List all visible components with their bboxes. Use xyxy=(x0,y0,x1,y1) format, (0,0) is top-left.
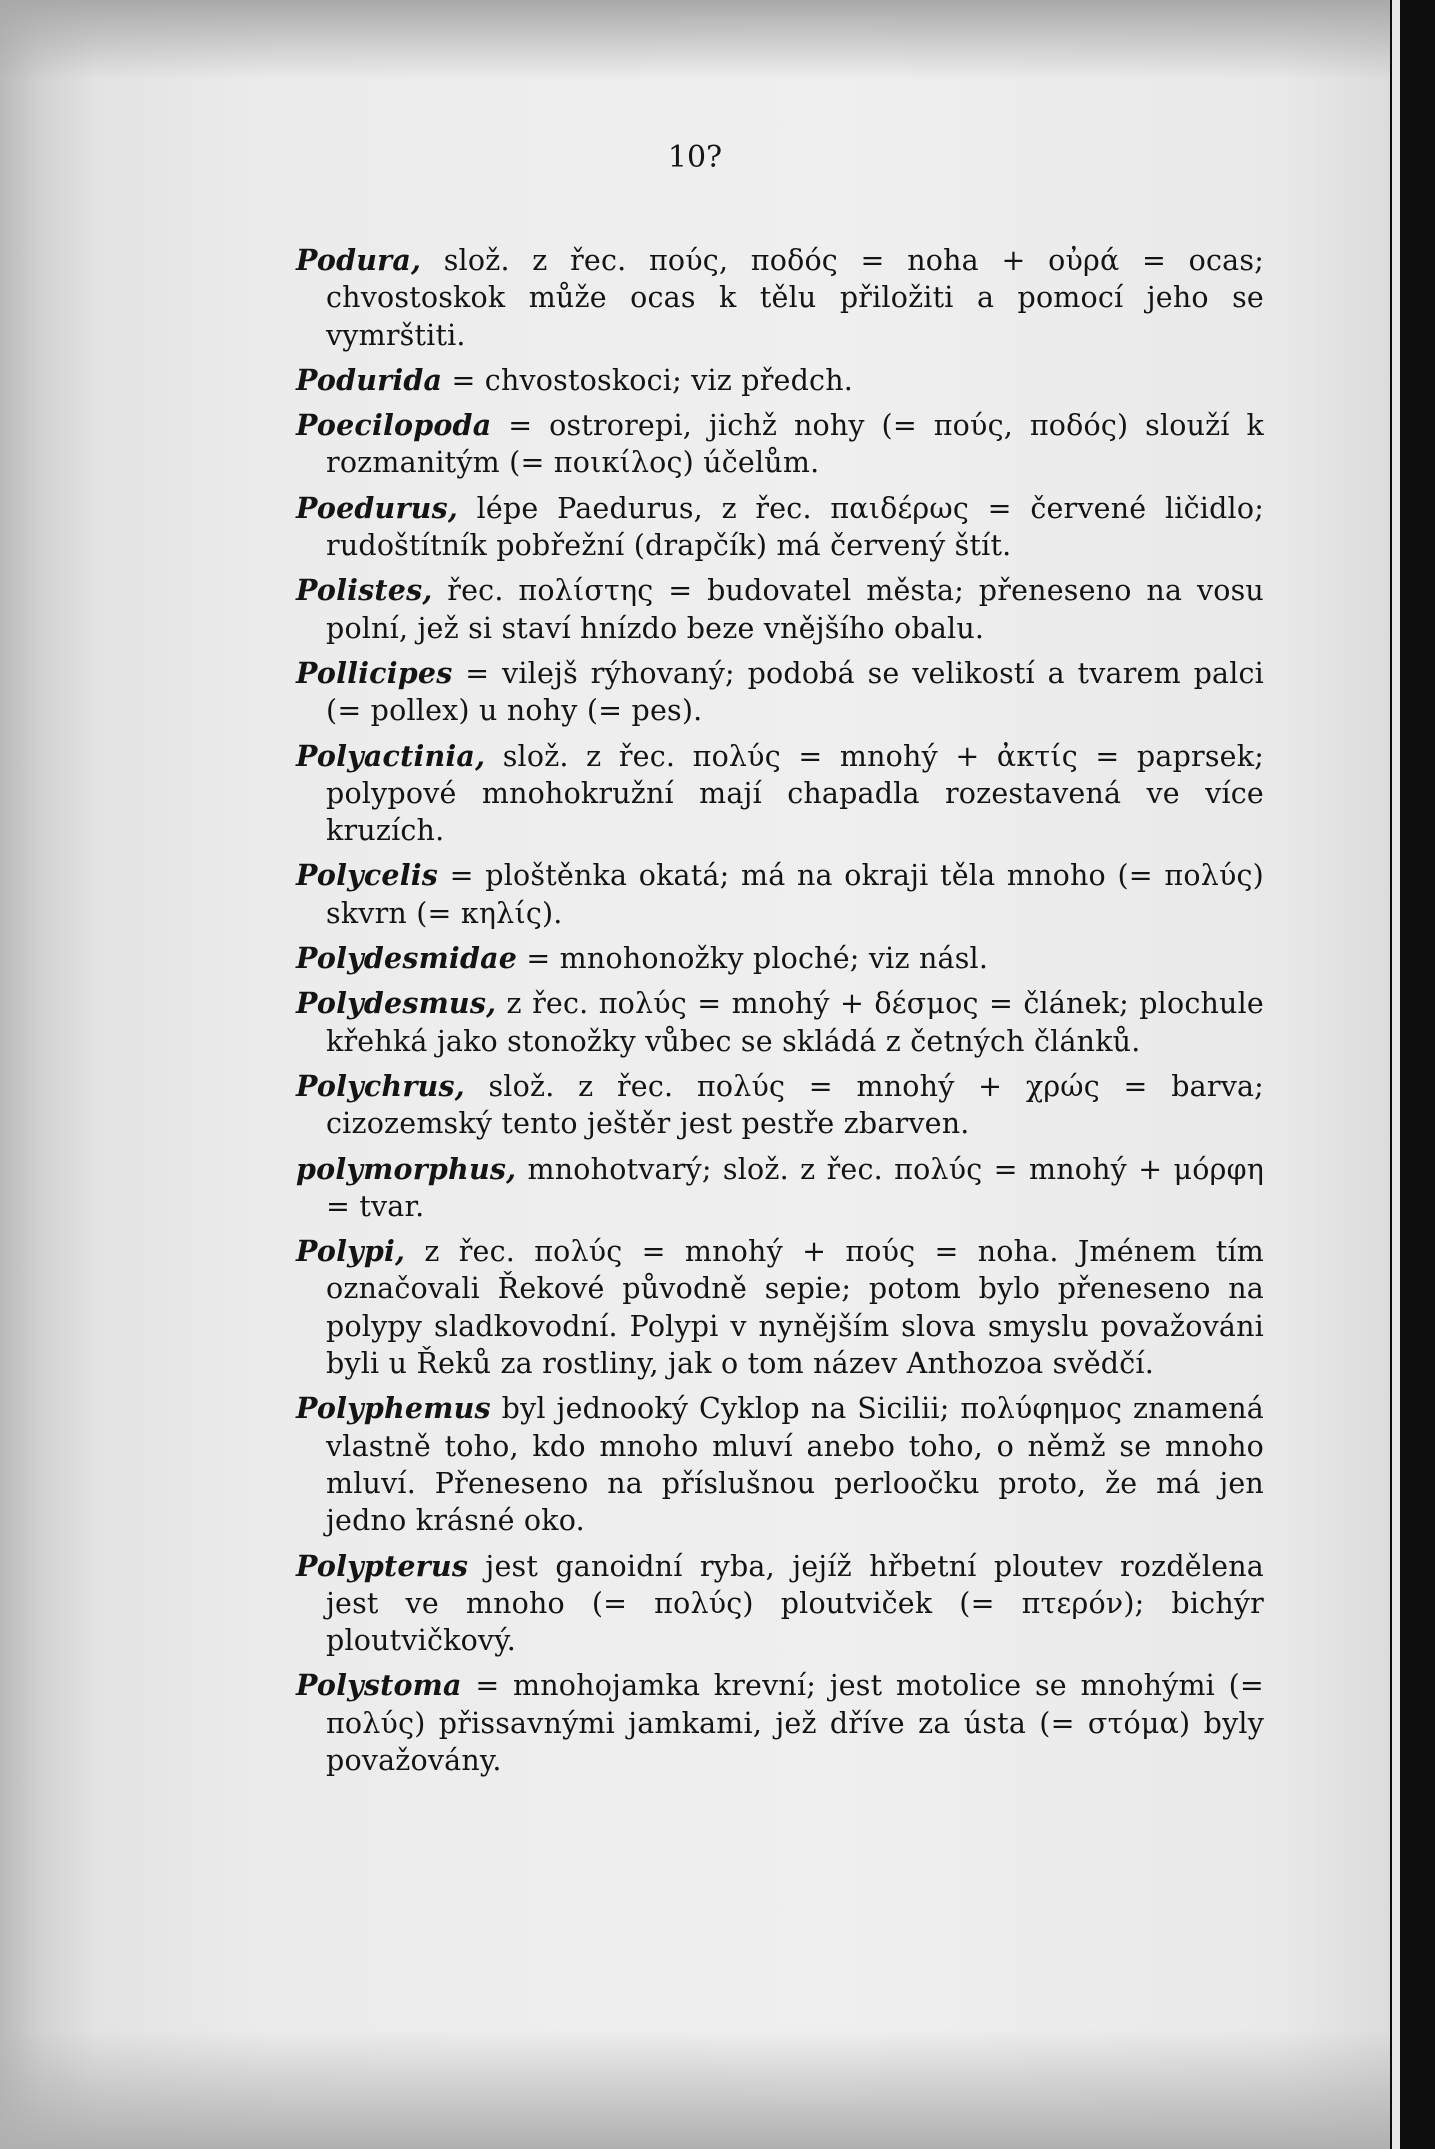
entry-text: slož. z řec. πούς, ποδός = noha + οὐρά = ocas; chvostoskok může ocas k tělu přiložiti a pomocí jeho se vymrštiti. xyxy=(326,244,1264,352)
entry-headword: Polystoma xyxy=(296,1668,462,1703)
entry xyxy=(296,940,1264,977)
entry xyxy=(296,985,1264,1060)
entry-headword: Poedurus, xyxy=(296,490,458,525)
entry-headword: polymorphus, xyxy=(296,1151,517,1186)
entry-text: = chvostoskoci; viz předch. xyxy=(451,363,854,397)
entry-headword: Polistes, xyxy=(296,573,433,608)
page-number: 10? xyxy=(667,140,723,175)
scan-shadow-bottom xyxy=(0,2029,1390,2149)
entry-headword: Polycelis xyxy=(296,858,439,893)
entry-text: slož. z řec. πολύς = mnohý + ἀκτίς = paprsek; polypové mnohokružní mají chapadla rozestavená ve více kruzích. xyxy=(326,739,1264,848)
entry-text: = mnohonožky ploché; viz násl. xyxy=(526,942,989,976)
entry-headword: Pollicipes xyxy=(296,655,453,690)
entry xyxy=(296,655,1264,730)
entry-text: byl jednooký Cyklop na Sicilii; πολύφημος znamená vlastně toho, kdo mnoho mluví anebo toho, o němž se mnoho mluví. Přeneseno na příslušnou perloočku proto, že má jen jedno krásné oko. xyxy=(326,1392,1264,1538)
scan-shadow-top xyxy=(0,0,1390,80)
entry xyxy=(296,1548,1264,1660)
entry-headword: Polyphemus xyxy=(296,1391,491,1426)
entry-text: = ploštěnka okatá; má na okraji těla mnoho (= πολύς) skvrn (= κηλίς). xyxy=(326,859,1264,930)
entry xyxy=(296,490,1264,565)
dictionary-entries xyxy=(296,242,1264,1787)
entry xyxy=(296,572,1264,647)
entry-headword: Polychrus, xyxy=(296,1068,465,1103)
entry xyxy=(296,1233,1264,1382)
entry xyxy=(296,1390,1264,1539)
entry-text: řec. πολίστης = budovatel města; přeneseno na vosu polní, jež si staví hnízdo beze vnějšího obalu. xyxy=(326,574,1264,645)
entry xyxy=(296,242,1264,354)
entry xyxy=(296,857,1264,932)
entry xyxy=(296,407,1264,482)
entry xyxy=(296,362,1264,399)
entry-text: = ostrorepi, jichž nohy (= πούς, ποδός) slouží k rozmanitým (= ποικίλος) účelům. xyxy=(326,409,1264,480)
entry-headword: Polydesmus, xyxy=(296,986,497,1021)
entry-headword: Podura, xyxy=(296,243,422,277)
entry-text: slož. z řec. πολύς = mnohý + χρώς = barva; cizozemský tento ještěr jest pestře zbarven. xyxy=(326,1069,1264,1141)
entry-headword: Poecilopoda xyxy=(296,408,492,443)
entry-headword: Polydesmidae xyxy=(296,941,518,976)
entry-text: lépe Paedurus, z řec. παιδέρως = červené ličidlo; rudoštítník pobřežní (drapčík) má červený štít. xyxy=(326,491,1265,563)
entry-text: jest ganoidní ryba, jejíž hřbetní ploutev rozdělena jest ve mnoho (= πολύς) ploutviček (= πτερόν); bichýr ploutvičkový. xyxy=(326,1549,1264,1658)
entry-text: = mnohojamka krevní; jest motolice se mnohými (= πολύς) přissavnými jamkami, jež dříve za ústa (= στόμα) byly považovány. xyxy=(326,1669,1264,1777)
entry xyxy=(296,1068,1264,1143)
entry xyxy=(296,1151,1264,1226)
entry xyxy=(296,1667,1264,1779)
entry-headword: Polypi, xyxy=(296,1234,406,1269)
entry-text: z řec. πολύς = mnohý + πούς = noha. Jménem tím označovali Řekové původně sepie; potom bylo přeneseno na polypy sladkovodní. Polypi v nynějším slova smyslu považováni byli u Řeků za rostliny, jak o tom název Anthozoa svědčí. xyxy=(326,1235,1264,1381)
entry-text: = vilejš rýhovaný; podobá se velikostí a tvarem palci (= pollex) u nohy (= pes). xyxy=(326,656,1264,728)
adjacent-page-edge xyxy=(1392,0,1400,2149)
entry xyxy=(296,738,1264,850)
entry-headword: Polypterus xyxy=(296,1548,469,1583)
entry-text: z řec. πολύς = mnohý + δέσμος = článek; plochule křehká jako stonožky vůbec se skládá z četných článků. xyxy=(326,987,1264,1058)
entry-headword: Podurida xyxy=(296,362,443,397)
entry-text: mnohotvarý; slož. z řec. πολύς = mnohý + μόρφη = tvar. xyxy=(326,1152,1265,1223)
entry-headword: Polyactinia, xyxy=(296,738,486,773)
